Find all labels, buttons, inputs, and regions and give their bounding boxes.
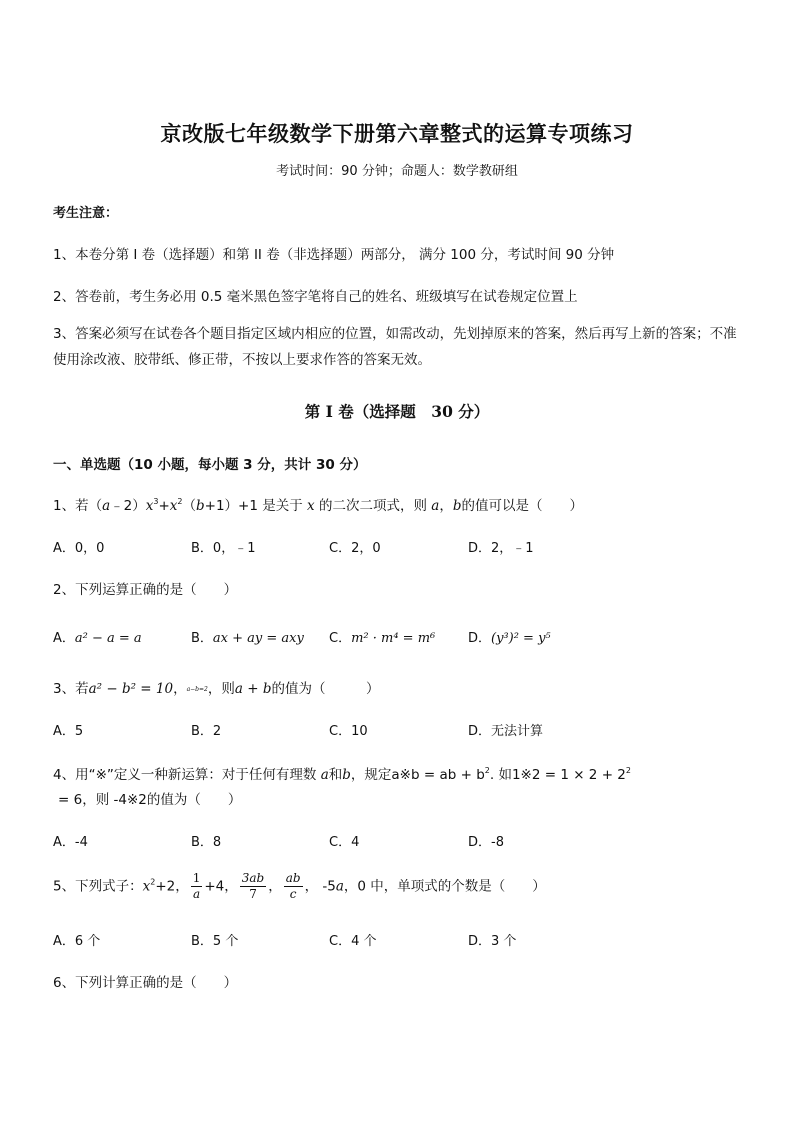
question-6-stem: 6、下列计算正确的是（ ） xyxy=(53,975,238,991)
notice-item-2: 2、答卷前，考生务必用 0.5 毫米黑色签字笔将自己的姓名、班级填写在试卷规定位置上 xyxy=(53,289,578,305)
formula-b: ax + ay = axy xyxy=(212,631,304,646)
question-4-option-a[interactable]: A．-4 xyxy=(53,835,88,850)
fraction-3ab-over-7: $\frac{3ab}{7}$ xyxy=(241,871,265,901)
question-5-option-b[interactable]: B．5 个 xyxy=(191,934,239,949)
notice-heading: 考生注意： xyxy=(53,206,119,221)
question-2-option-b[interactable]: B．ax + ay = axy xyxy=(191,631,304,646)
question-1-option-b[interactable]: B．0，﹣1 xyxy=(191,541,256,556)
part-title: 一、单选题（10 小题，每小题 3 分，共计 30 分） xyxy=(53,457,367,473)
formula-a: a² − a = a xyxy=(74,631,142,646)
formula-d: (y³)² = y⁵ xyxy=(491,631,551,646)
notice-item-3: 3、答案必须写在试卷各个题目指定区域内相应的位置，如需改动，先划掉原来的答案，然后再写上新的答案；不准使用涂改液、胶带纸、修正带，不按以上要求作答的答案无效。 xyxy=(53,326,737,368)
notice-item-1: 1、本卷分第 I 卷（选择题）和第 II 卷（非选择题）两部分， 满分 100 分，考试时间 90 分钟 xyxy=(53,247,615,263)
question-4-stem-line2: = 6，则 -4※2的值为（ ） xyxy=(58,792,242,808)
question-5-option-d[interactable]: D．3 个 xyxy=(468,934,517,949)
question-3-option-a[interactable]: A．5 xyxy=(53,724,84,739)
question-2-stem: 2、下列运算正确的是（ ） xyxy=(53,582,238,598)
question-2-option-a[interactable]: A．a² − a = a xyxy=(53,631,142,646)
question-2-option-c[interactable]: C．m² · m⁴ = m⁶ xyxy=(329,631,436,646)
question-3-option-c[interactable]: C．10 xyxy=(329,724,368,739)
question-1-option-c[interactable]: C．2，0 xyxy=(329,541,381,556)
section-title: 第 I 卷（选择题 30 分） xyxy=(304,402,490,421)
question-3-option-d[interactable]: D．无法计算 xyxy=(468,724,544,739)
fraction-ab-over-c: $\frac{ab}{c}$ xyxy=(285,871,301,901)
question-5-option-a[interactable]: A．6 个 xyxy=(53,934,101,949)
question-1-stem: 1、若$(a﹣2)x^3+x^2(b+1)+1$ 是关于 x 的二次二项式，则 a，b的值可以是（ ） xyxy=(53,497,583,514)
question-5-stem: 5、下列式子：$x^2+2$， $\frac{1}{a}$ +4， $\frac{3ab}{7}$ ， $\frac{ab}{c}$ ， -5a，0 中，单项式的个数是（ ） xyxy=(53,871,546,901)
fraction-1-over-a: $\frac{1}{a}$ xyxy=(192,871,201,901)
question-4-option-d[interactable]: D．-8 xyxy=(468,835,504,850)
question-4-option-c[interactable]: C．4 xyxy=(329,835,360,850)
question-3-option-b[interactable]: B．2 xyxy=(191,724,222,739)
exam-subtitle: 考试时间：90 分钟；命题人：数学教研组 xyxy=(276,164,518,179)
question-4-stem-line1: 4、用“※”定义一种新运算：对于任何有理数 a和b，规定a※b = ab + $b^2$. 如1※2 = $1 \times 2 + 2^2$ xyxy=(53,766,631,783)
formula-c: m² · m⁴ = m⁶ xyxy=(351,631,436,646)
question-1-option-d[interactable]: D．2，﹣1 xyxy=(468,541,534,556)
question-3-stem: 3、若a² − b² = 10，a−b=2，则a + b的值为（ ） xyxy=(53,681,380,697)
exam-title: 京改版七年级数学下册第六章整式的运算专项练习 xyxy=(160,121,634,146)
question-4-option-b[interactable]: B．8 xyxy=(191,835,222,850)
question-2-option-d[interactable]: D．(y³)² = y⁵ xyxy=(468,631,551,646)
question-5-option-c[interactable]: C．4 个 xyxy=(329,934,377,949)
question-1-option-a[interactable]: A．0，0 xyxy=(53,541,105,556)
